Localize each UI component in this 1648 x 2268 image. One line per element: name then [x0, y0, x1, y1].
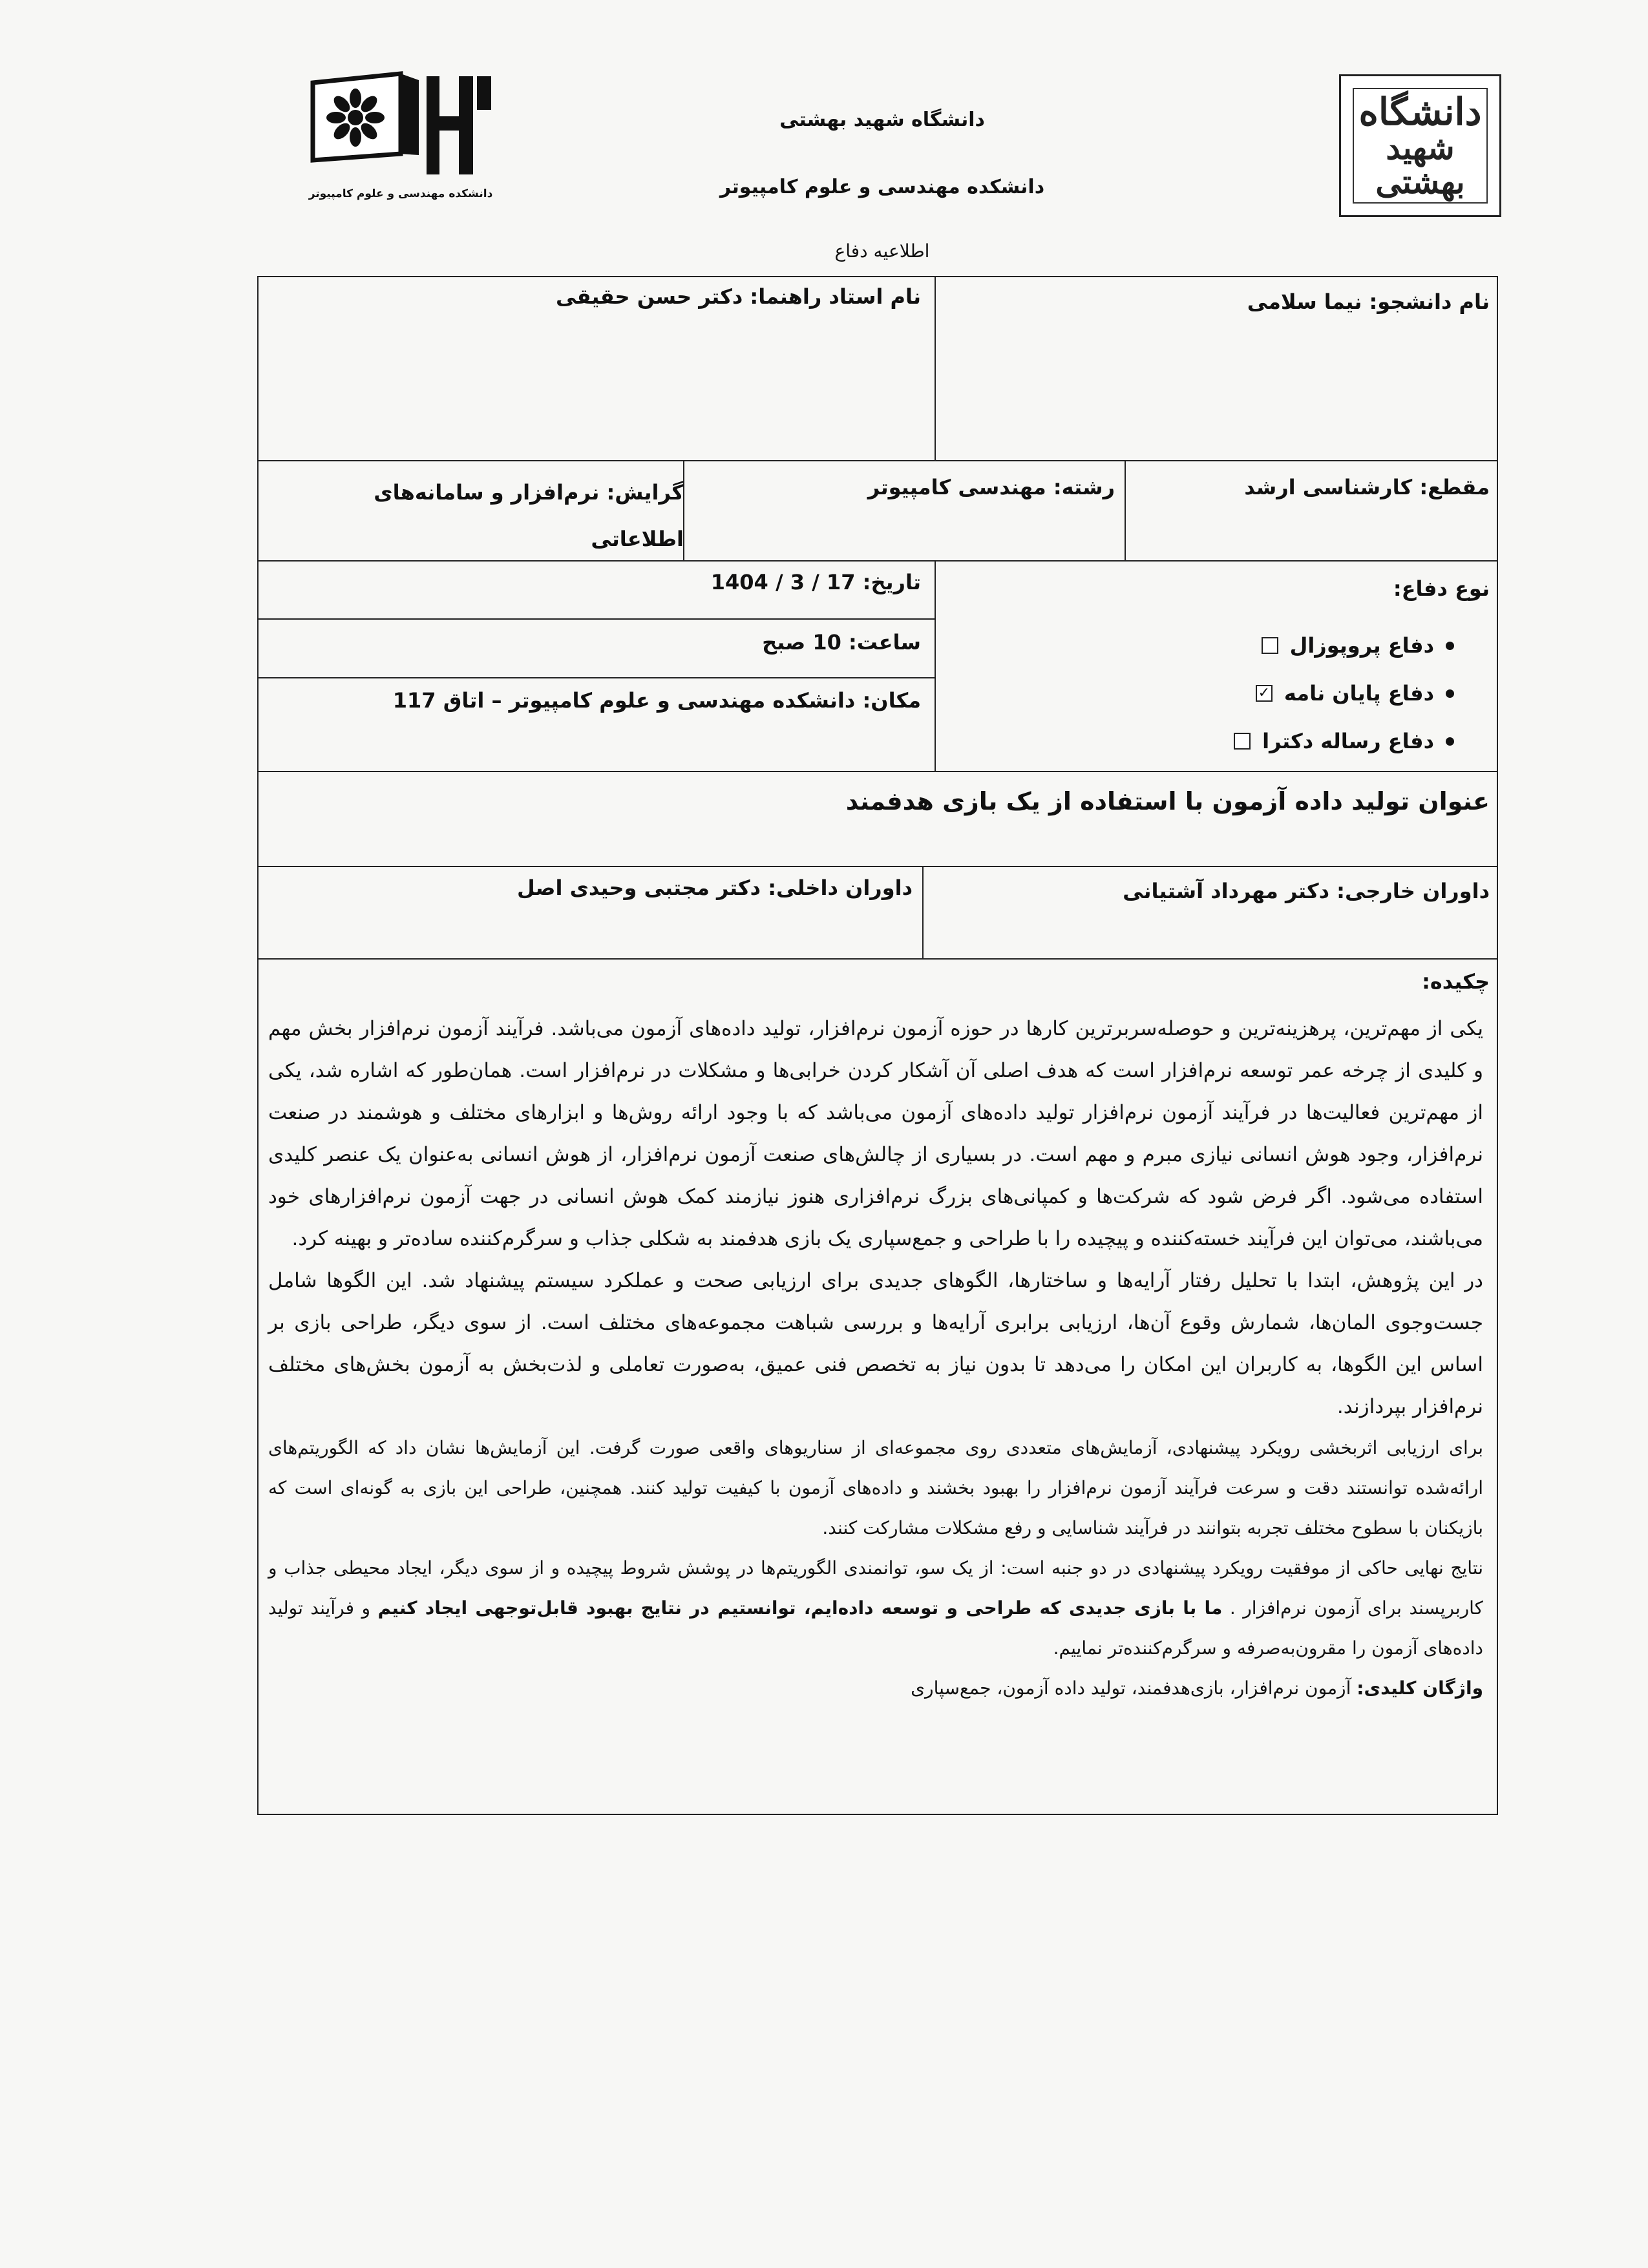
option-label: دفاع پایان نامه	[1284, 681, 1434, 706]
internal-referee-field	[517, 876, 913, 900]
keywords-value: آزمون نرم‌افزار، بازی‌هدفمند، تولید داده آزمون، جمع‌سپاری	[911, 1677, 1351, 1699]
defense-type-label: نوع دفاع:	[1393, 576, 1490, 601]
major-value: مهندسی کامپیوتر	[867, 475, 1046, 499]
major-label: رشته:	[1053, 475, 1115, 499]
abstract-paragraph: برای ارزیابی اثربخشی رویکرد پیشنهادی، آزمایش‌های متعددی روی مجموعه‌ای از سناریوهای واقعی صورت گرفت. این آزمایش‌ها نشان داد که الگوریتم‌های ارائه‌شده توانستند دقت و سرعت فرآیند آزمون نرم‌افزار را بهبود بخشند و داده‌های آزمون با کیفیت تولید کنند. همچنین، طراحی این بازی به گونه‌ای است که بازیکنان با سطوح مختلف تجربه بتوانند در فرآیند شناسایی و رفع مشکلات مشارکت کنند.	[268, 1437, 1483, 1538]
date-field	[711, 570, 921, 594]
keywords-label: واژگان کلیدی:	[1357, 1677, 1483, 1699]
degree-level-label: مقطع:	[1419, 475, 1490, 499]
advisor-value: دکتر حسن حقیقی	[555, 284, 743, 309]
checkbox-empty-icon[interactable]	[1234, 733, 1251, 750]
time-label: ساعت:	[848, 630, 921, 655]
defense-type-options	[1066, 622, 1454, 765]
abstract-conclusion: نتایج نهایی حاکی از موفقیت رویکرد پیشنهادی در دو جنبه است: از یک سو، توانمندی الگوریتم‌ها در پوشش شروط پیچیده و از سوی دیگر، ایجاد محیطی جذاب و کاربرپسند برای آزمون نرم‌افزار .	[268, 1557, 1483, 1619]
place-field	[393, 688, 921, 713]
student-name-field	[1247, 289, 1490, 314]
abstract-conclusion-tail: و فرآیند تولید داده‌های آزمون را مقرون‌به‌صرفه و سرگرم‌کننده‌تر نماییم.	[268, 1597, 1483, 1659]
abstract-label: چکیده:	[1422, 969, 1490, 994]
thesis-title-value: تولید داده آزمون با استفاده از یک بازی هدفمند	[845, 787, 1410, 815]
divider	[257, 618, 936, 620]
seal-line: دانشگاه	[1358, 89, 1482, 134]
document-title: اطلاعیه دفاع	[834, 240, 930, 262]
divider	[935, 560, 936, 772]
abstract-paragraph: یکی از مهم‌ترین، پرهزینه‌ترین و حوصله‌سربرترین کارها در حوزه آزمون نرم‌افزار، تولید داده‌های آزمون می‌باشد. فرآیند آزمون نرم‌افزار بخش مهم و کلیدی از چرخه عمر توسعه نرم‌افزار است که هدف اصلی آن آشکار کردن خرابی‌ها و مشکلات در نرم‌افزار است. همان‌طور که اشاره شد، یکی از مهم‌ترین فعالیت‌ها در فرآیند آزمون نرم‌افزار تولید داده‌های آزمون می‌باشد که با وجود ارائه روش‌ها و ابزارهای مختلف و هوشمند در صنعت نرم‌افزار، وجود هوش انسانی نیازی مبرم و مهم است. در بسیاری از چالش‌های صنعت آزمون نرم‌افزار، از هوش انسانی به‌عنوان یک عنصر کلیدی استفاده می‌شود. اگر فرض شود که شرکت‌ها و کمپانی‌های بزرگ نرم‌افزاری هنوز نیازمند کمک هوش انسانی در جهت آزمون نرم‌افزارهای خود می‌باشند، می‌توان این فرآیند خسته‌کننده و پیچیده را با طراحی و جمع‌سپاری یک بازی هدفمند به شکلی جذاب و سرگرم‌کننده ساده‌تر و بهینه کرد.	[268, 1017, 1483, 1250]
place-value: دانشکده مهندسی و علوم کامپیوتر – اتاق 117	[392, 688, 856, 713]
abstract-conclusion-bold: ما با بازی جدیدی که طراحی و توسعه داده‌ایم، توانستیم در نتایج بهبود قابل‌توجهی ایجاد کنیم	[377, 1597, 1223, 1619]
faculty-logo	[304, 71, 498, 207]
advisor-label: نام استاد راهنما:	[750, 284, 921, 309]
abstract-body	[268, 1008, 1483, 1708]
bullet-icon	[1446, 737, 1454, 746]
divider	[257, 771, 1498, 772]
internal-referee-label: داوران داخلی:	[768, 876, 913, 900]
orientation-label: گرایش:	[606, 480, 684, 505]
university-name: دانشگاه شهید بهشتی	[779, 109, 985, 131]
orientation-value-cont: اطلاعاتی	[591, 527, 684, 551]
time-field	[762, 630, 921, 655]
thesis-title-field	[846, 787, 1490, 815]
keywords-line	[268, 1668, 1483, 1708]
date-value: 1404 / 3 / 17	[710, 570, 856, 594]
faculty-emblem-icon	[304, 71, 498, 181]
divider	[257, 866, 1498, 867]
student-name-label: نام دانشجو:	[1369, 289, 1490, 314]
place-label: مکان:	[862, 688, 921, 713]
option-proposal[interactable]	[1066, 622, 1454, 669]
option-label: دفاع رساله دکترا	[1262, 729, 1434, 753]
divider	[257, 958, 1498, 960]
orientation-value: نرم‌افزار و سامانه‌های	[374, 480, 600, 505]
time-value: 10 صبح	[762, 630, 841, 655]
external-referee-label: داوران خارجی:	[1336, 879, 1490, 903]
university-seal-logo	[1339, 74, 1501, 217]
bullet-icon	[1446, 689, 1454, 698]
major-field	[868, 475, 1115, 499]
seal-line: بهشتی	[1375, 162, 1465, 201]
orientation-field	[374, 469, 684, 562]
option-label: دفاع پروپوزال	[1289, 633, 1434, 658]
external-referee-value: دکتر مهرداد آشتیانی	[1123, 879, 1329, 903]
abstract-paragraph: در این پژوهش، ابتدا با تحلیل رفتار آرایه‌ها و ساختارها، الگوهای جدیدی برای ارزیابی صحت و عملکرد سیستم پیشنهاد شد. این الگوها شامل جست‌وجوی المان‌ها، شمارش وقوع آن‌ها، ارزیابی برابری آرایه‌ها و بررسی شباهت مجموعه‌های مختلف است. از سوی دیگر، طراحی بازی بر اساس این الگوها، به کاربران این امکان را می‌دهد تا بدون نیاز به تخصص فنی عمیق، به‌صورت تعاملی و لذت‌بخش به آزمون بخش‌های مختلف نرم‌افزار بپردازند.	[268, 1269, 1483, 1418]
option-thesis[interactable]	[1066, 669, 1454, 717]
degree-level-value: کارشناسی ارشد	[1244, 475, 1413, 499]
thesis-title-label: عنوان	[1418, 787, 1490, 815]
divider	[257, 677, 936, 678]
checkbox-empty-icon[interactable]	[1262, 637, 1278, 654]
faculty-name: دانشکده مهندسی و علوم کامپیوتر	[719, 176, 1045, 198]
advisor-field	[556, 284, 921, 309]
student-name-value: نیما سلامی	[1247, 289, 1362, 314]
divider	[935, 276, 936, 461]
divider	[922, 866, 924, 960]
internal-referee-value: دکتر مجتبی وحیدی اصل	[516, 876, 761, 900]
abstract-paragraph	[268, 1548, 1483, 1668]
divider	[257, 460, 1498, 461]
divider	[1125, 460, 1126, 562]
faculty-logo-caption: دانشکده مهندسی و علوم کامپیوتر	[308, 187, 493, 200]
option-dissertation[interactable]	[1066, 717, 1454, 765]
checkbox-checked-icon[interactable]: ✓	[1256, 685, 1273, 702]
bullet-icon	[1446, 642, 1454, 650]
seal-line: شهید	[1386, 129, 1455, 167]
external-referee-field	[1123, 879, 1490, 903]
degree-level-field	[1244, 475, 1490, 499]
date-label: تاریخ:	[862, 570, 921, 594]
